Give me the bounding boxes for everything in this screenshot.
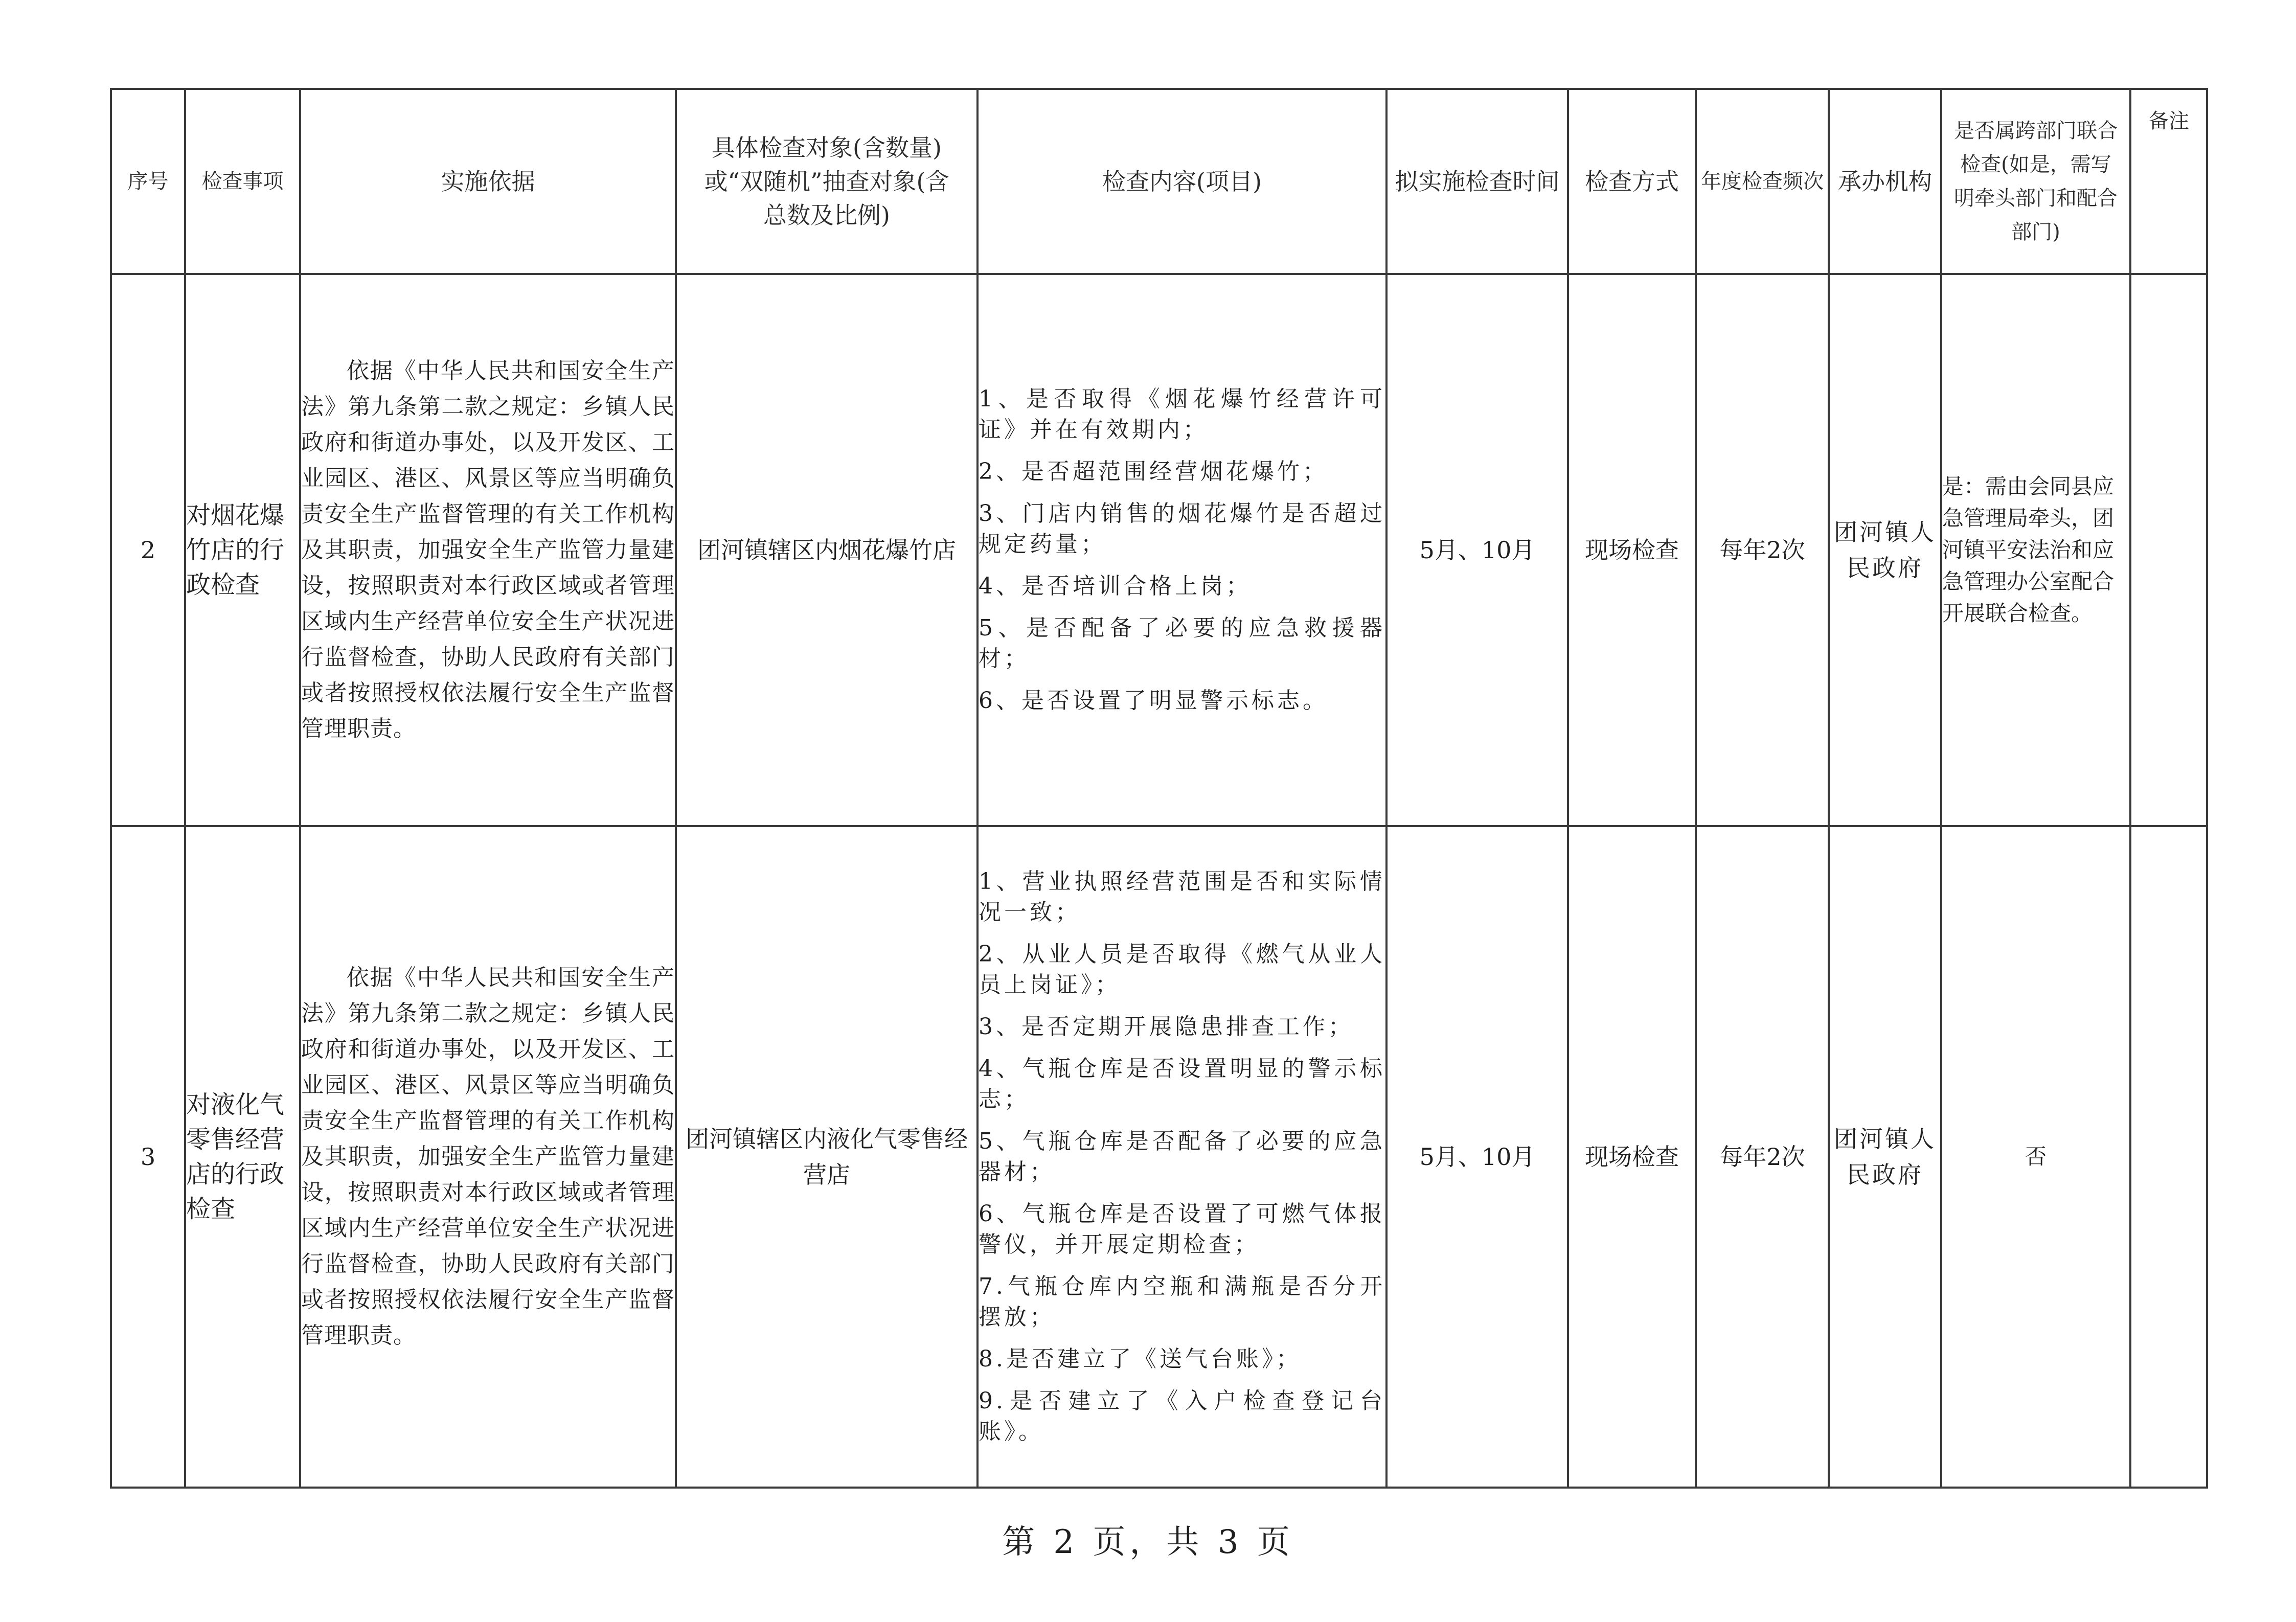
inspection-table-sheet	[110, 88, 2206, 1489]
table-row	[111, 274, 2207, 826]
row-org: 团河镇人民政府	[1829, 826, 1941, 1488]
row-time: 5月、10月	[1386, 826, 1568, 1488]
content-line: 9.是否建立了《入户检查登记台账》。	[979, 1388, 1385, 1445]
row-remark	[2130, 826, 2207, 1488]
row-item: 对液化气零售经营店的行政检查	[185, 826, 300, 1488]
content-line: 2、从业人员是否取得《燃气从业人员上岗证》；	[979, 941, 1385, 998]
row-method: 现场检查	[1568, 826, 1696, 1488]
header-joint: 是否属跨部门联合检查(如是，需写明牵头部门和配合部门)	[1941, 89, 2130, 274]
row-item: 对烟花爆竹店的行政检查	[185, 274, 300, 826]
row-method: 现场检查	[1568, 274, 1696, 826]
row-target: 团河镇辖区内烟花爆竹店	[676, 274, 977, 826]
row-time: 5月、10月	[1386, 274, 1568, 826]
content-line: 3、门店内销售的烟花爆竹是否超过规定药量；	[979, 500, 1385, 557]
content-line: 5、气瓶仓库是否配备了必要的应急器材；	[979, 1128, 1385, 1185]
table-header-row	[111, 89, 2207, 274]
header-org: 承办机构	[1829, 89, 1941, 274]
header-basis: 实施依据	[300, 89, 676, 274]
content-line: 2、是否超范围经营烟花爆竹；	[979, 459, 1328, 485]
row-basis-text: 依据《中华人民共和国安全生产法》第九条第二款之规定：乡镇人民政府和街道办事处，以及开发区、工业园区、港区、风景区等应当明确负责安全生产监督管理的有关工作机构及其职责，加强安全生产监管力量建设，按照职责对本行政区域或者管理区域内生产经营单位安全生产状况进行监督检查，协助人民政府有关部门或者按照授权依法履行安全生产监督管理职责。	[301, 965, 675, 1349]
header-seq: 序号	[111, 89, 185, 274]
row-content	[977, 274, 1386, 826]
row-target: 团河镇辖区内液化气零售经营店	[676, 826, 977, 1488]
header-frequency: 年度检查频次	[1696, 89, 1829, 274]
row-content	[977, 826, 1386, 1488]
row-remark	[2130, 274, 2207, 826]
header-time: 拟实施检查时间	[1386, 89, 1568, 274]
row-frequency: 每年2次	[1696, 826, 1829, 1488]
row-seq: 3	[111, 826, 185, 1488]
header-content: 检查内容(项目)	[977, 89, 1386, 274]
header-method: 检查方式	[1568, 89, 1696, 274]
row-seq: 2	[111, 274, 185, 826]
row-org: 团河镇人民政府	[1829, 274, 1941, 826]
header-target: 具体检查对象(含数量)或“双随机”抽查对象(含总数及比例)	[676, 89, 977, 274]
row-basis	[300, 274, 676, 826]
table-row	[111, 826, 2207, 1488]
content-line: 5、是否配备了必要的应急救援器材；	[979, 615, 1385, 672]
row-frequency: 每年2次	[1696, 274, 1829, 826]
content-line: 1、是否取得《烟花爆竹经营许可证》并在有效期内；	[979, 386, 1385, 443]
header-item: 检查事项	[185, 89, 300, 274]
header-remark: 备注	[2130, 89, 2207, 274]
page-number-footer	[0, 1516, 2296, 1563]
content-line: 4、气瓶仓库是否设置明显的警示标志；	[979, 1056, 1385, 1112]
row-basis-text: 依据《中华人民共和国安全生产法》第九条第二款之规定：乡镇人民政府和街道办事处，以及开发区、工业园区、港区、风景区等应当明确负责安全生产监督管理的有关工作机构及其职责，加强安全生产监管力量建设，按照职责对本行政区域或者管理区域内生产经营单位安全生产状况进行监督检查，协助人民政府有关部门或者按照授权依法履行安全生产监督管理职责。	[301, 358, 675, 742]
row-basis	[300, 826, 676, 1488]
content-line: 6、气瓶仓库是否设置了可燃气体报警仪，并开展定期检查；	[979, 1201, 1385, 1258]
inspection-plan-table	[110, 88, 2208, 1489]
content-line: 1、营业执照经营范围是否和实际情况一致；	[979, 869, 1385, 925]
page-number-text: 第 2 页，共 3 页	[1002, 1523, 1294, 1561]
content-line: 4、是否培训合格上岗；	[979, 573, 1252, 599]
content-line: 8.是否建立了《送气台账》；	[979, 1346, 1302, 1372]
content-line: 7.气瓶仓库内空瓶和满瓶是否分开摆放；	[979, 1273, 1385, 1330]
row-joint: 否	[1941, 826, 2130, 1488]
content-line: 3、是否定期开展隐患排查工作；	[979, 1014, 1354, 1040]
content-line: 6、是否设置了明显警示标志。	[979, 688, 1328, 714]
row-joint: 是：需由会同县应急管理局牵头，团河镇平安法治和应急管理办公室配合开展联合检查。	[1941, 274, 2130, 826]
